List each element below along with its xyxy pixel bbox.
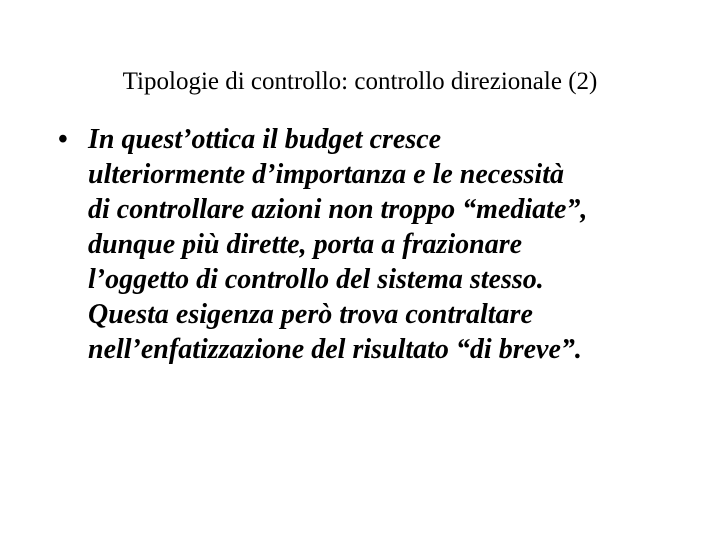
bullet-text-line: di controllare azioni non troppo “mediate”, (88, 194, 588, 225)
bullet-text-line: ulteriormente d’importanza e le necessità (88, 159, 564, 190)
bullet-list (58, 122, 698, 367)
bullet-text (88, 122, 587, 367)
bullet-text-line: dunque più dirette, porta a frazionare (88, 229, 523, 260)
slide-title: Tipologie di controllo: controllo direzionale (2) (122, 68, 598, 95)
bullet-text-line: Questa esigenza però trova contraltare (88, 299, 533, 330)
bullet-text-line: In quest’ottica il budget cresce (88, 124, 442, 155)
bullet-dot-icon: • (58, 124, 68, 155)
bullet-item (58, 122, 698, 367)
bullet-text-line: l’oggetto di controllo del sistema stesso. (88, 264, 544, 295)
bullet-text-line: nell’enfatizzazione del risultato “di breve”. (88, 334, 582, 365)
